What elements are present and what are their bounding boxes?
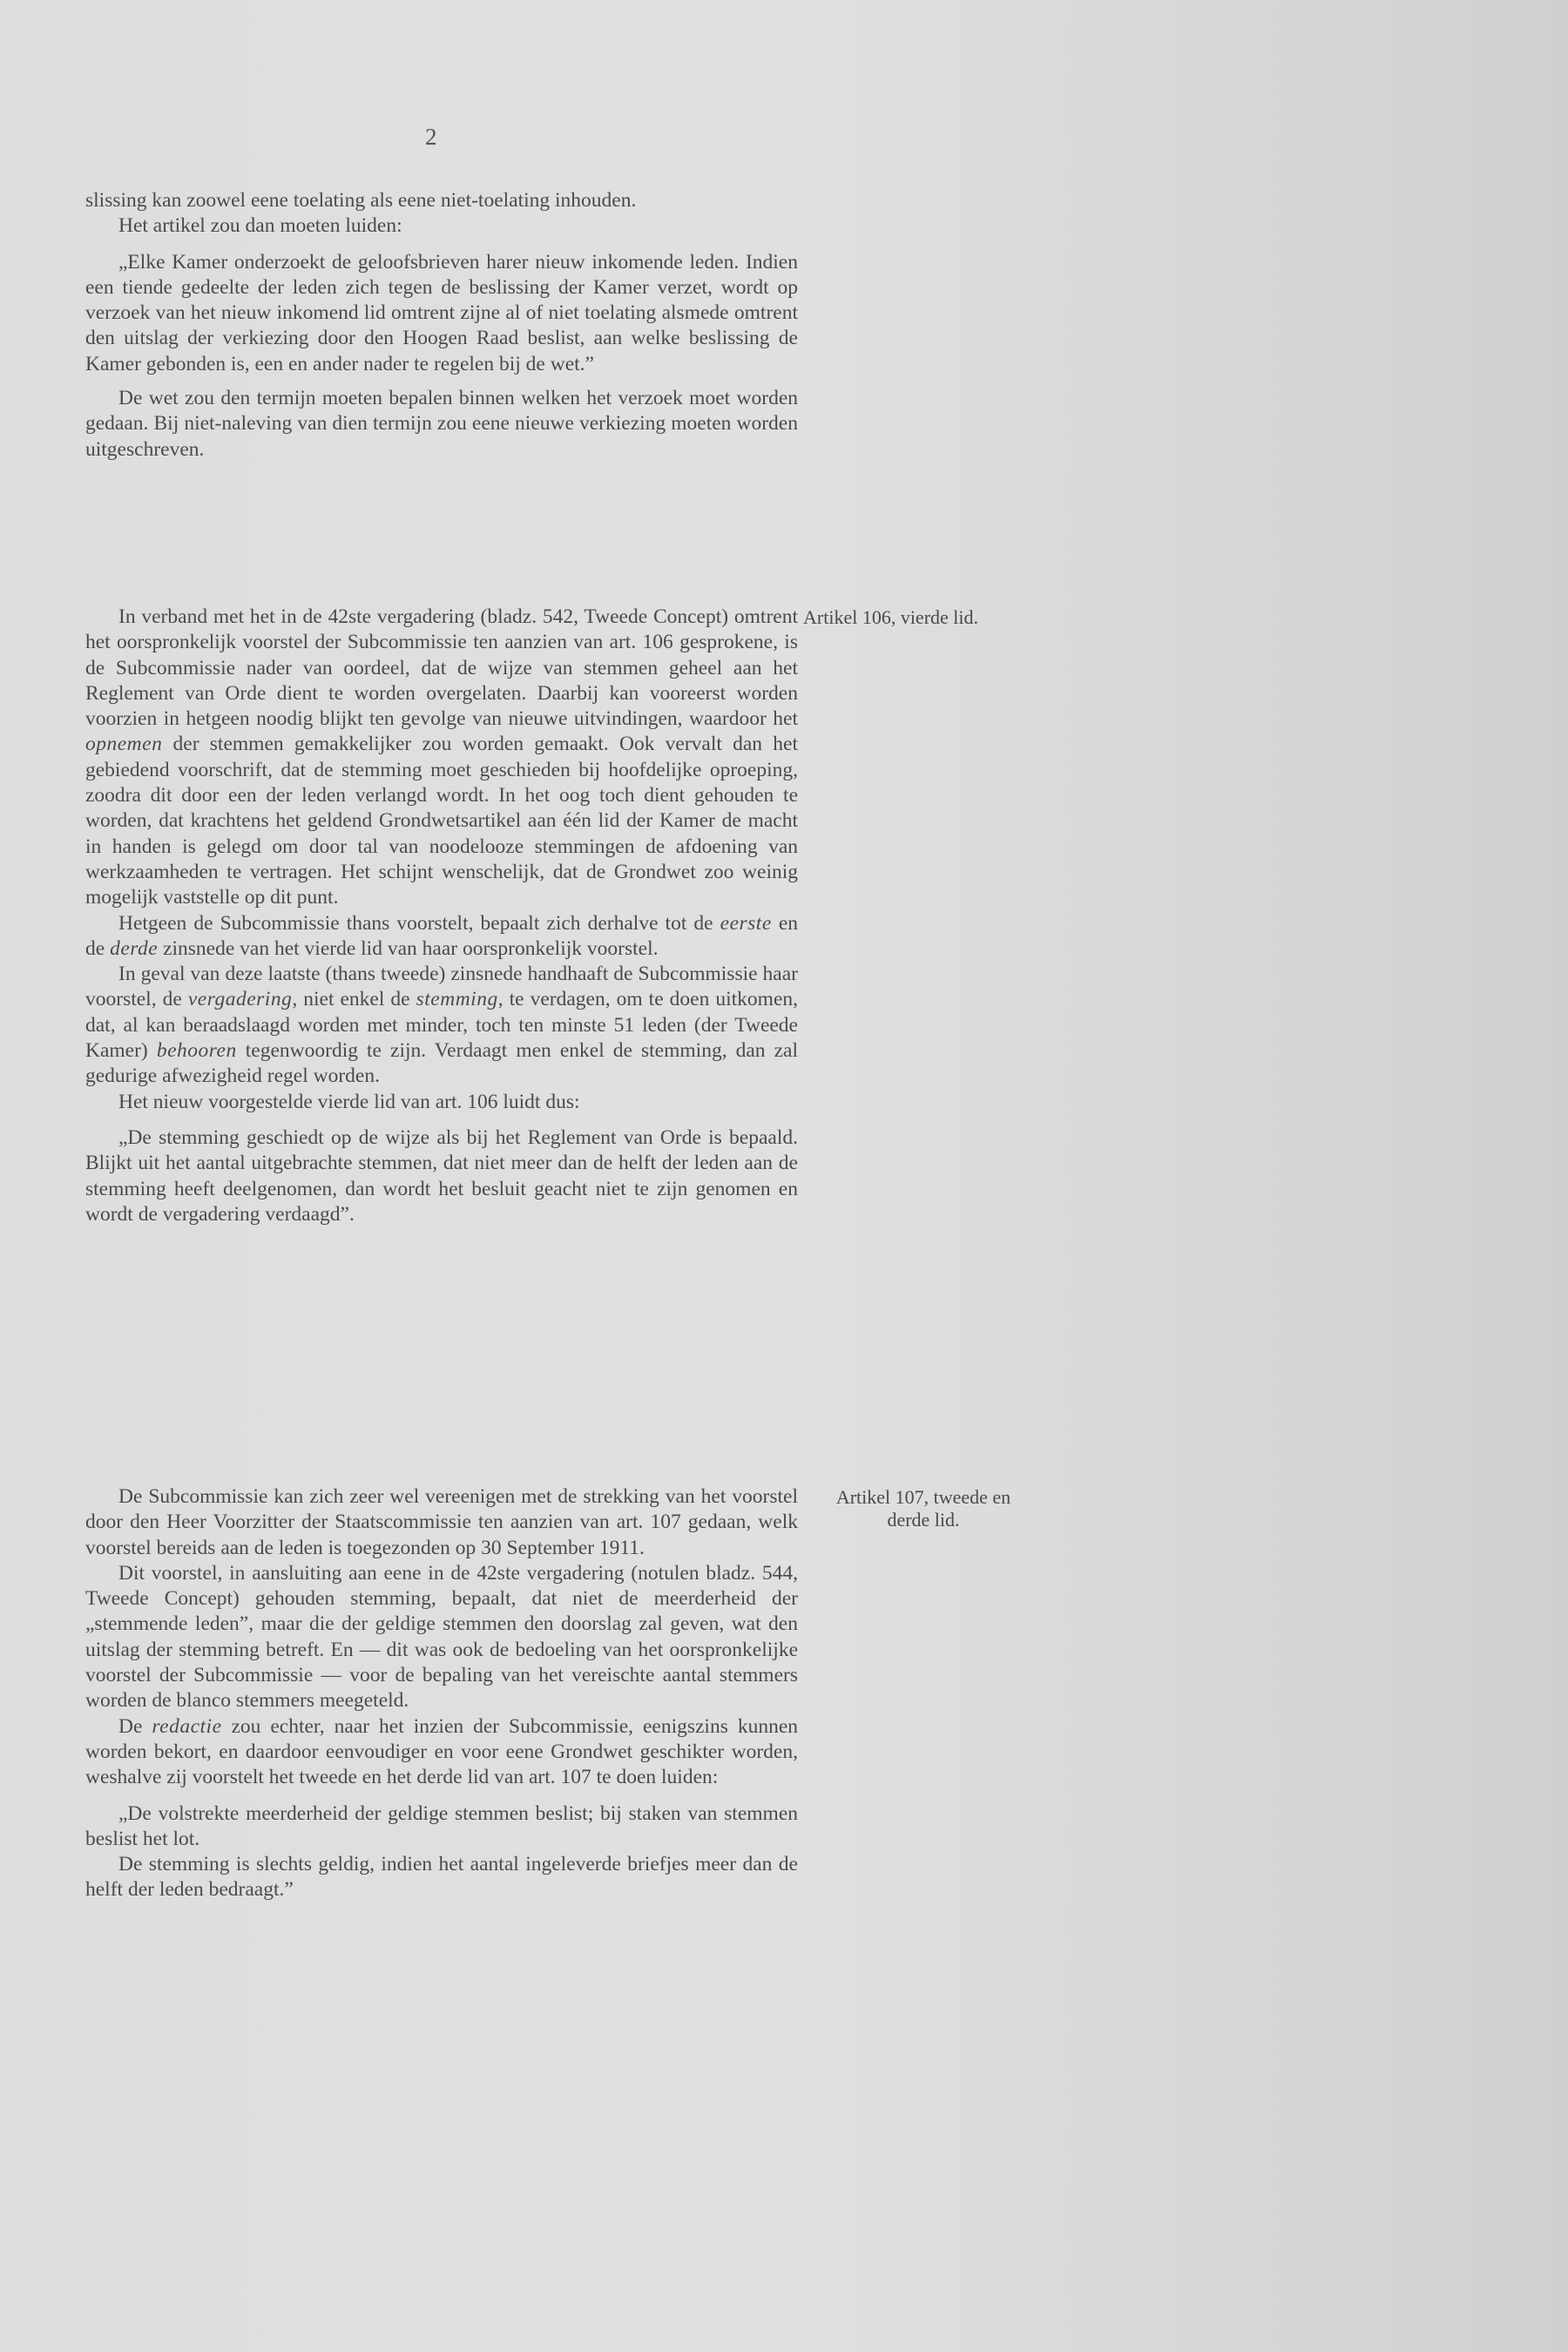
emphasis: eerste bbox=[720, 911, 772, 935]
paragraph: De redactie zou echter, naar het inzien der Subcommissie, eenigszins kunnen worden bekort, en daardoor eenvoudiger en voor eene Grondwet geschikter worden, weshalve zij voorstelt het tweede en het derde lid van art. 107 te doen luiden: bbox=[85, 1714, 798, 1789]
paragraph: Hetgeen de Subcommissie thans voorstelt, bepaalt zich derhalve tot de eerste en de derde zinsnede van het vierde lid van haar oorspronkelijk voorstel. bbox=[85, 911, 798, 960]
margin-note-article-106: Artikel 106, vierde lid. bbox=[803, 606, 979, 628]
paragraph: Het artikel zou dan moeten luiden: bbox=[118, 214, 402, 238]
emphasis: redactie bbox=[152, 1714, 222, 1738]
paragraph: Het nieuw voorgestelde vierde lid van art. 106 luidt dus: bbox=[118, 1090, 580, 1113]
text-block-1 bbox=[85, 188, 798, 463]
emphasis: derde bbox=[110, 936, 159, 960]
paragraph: In verband met het in de 42ste vergadering (bladz. 542, Tweede Concept) omtrent het oorspronkelijk voorstel der Subcommissie ten aanzien van art. 106 gesprokene, is de Subcommissie nader van oordeel, dat de wijze van stemmen geheel aan het Reglement van Orde dient te worden overgelaten. Daarbij kan vooreerst worden voorzien in hetgeen noodig blijkt ten gevolge van nieuwe uitvindingen, waardoor het opnemen der stemmen gemakkelijker zou worden gemaakt. Ook vervalt dan het gebiedend voorschrift, dat de stemming moet geschieden bij hoofdelijke oproeping, zoodra dit door een der leden verlangd wordt. In het oog toch dient gehouden te worden, dat krachtens het geldend Grondwetsartikel aan één lid der Kamer de macht in handen is gelegd om door tal van noodelooze stemmingen de afdoening van werkzaamheden te vertragen. Het schijnt wenschelijk, dat de Grondwet zoo weinig mogelijk vaststelle op dit punt. bbox=[85, 605, 798, 909]
quoted-article: „De volstrekte meerderheid der geldige stemmen beslist; bij staken van stemmen beslist het lot. bbox=[85, 1801, 798, 1850]
paragraph: slissing kan zoowel eene toelating als eene niet-toelating inhouden. bbox=[85, 189, 637, 212]
quoted-article: De stemming is slechts geldig, indien het aantal ingeleverde briefjes meer dan de helft der leden bedraagt.” bbox=[85, 1853, 798, 1902]
paragraph: In geval van deze laatste (thans tweede) zinsnede handhaaft de Subcommissie haar voorstel, de vergadering, niet enkel de stemming, te verdagen, om te doen uitkomen, dat, al kan beraadslaagd worden met minder, toch ten minste 51 leden (der Tweede Kamer) behooren tegenwoordig te zijn. Verdaagt men enkel de stemming, dan zal gedurige afwezigheid regel worden. bbox=[85, 963, 799, 1088]
emphasis: vergadering bbox=[187, 988, 293, 1011]
margin-note-article-107: Artikel 107, tweede en derde lid. bbox=[835, 1486, 1011, 1531]
text-block-3 bbox=[85, 1484, 798, 1903]
quoted-article: „De stemming geschiedt op de wijze als bij het Reglement van Orde is bepaald. Blijkt uit het aantal uitgebrachte stemmen, dat niet meer dan de helft der leden aan de stemming heeft deelgenomen, dan wordt het besluit geacht niet te zijn genomen en wordt de vergadering verdaagd”. bbox=[85, 1125, 798, 1226]
emphasis: stemming bbox=[416, 988, 498, 1011]
text-block-2 bbox=[85, 605, 798, 1227]
emphasis: behooren bbox=[156, 1039, 237, 1063]
paragraph: De Subcommissie kan zich zeer wel vereenigen met de strekking van het voorstel door den Heer Voorzitter der Staatscommissie ten aanzien van art. 107 gedaan, welk voorstel bereids aan de leden is toegezonden op 30 September 1911. bbox=[85, 1485, 798, 1559]
paragraph: Dit voorstel, in aansluiting aan eene in de 42ste vergadering (notulen bladz. 544, Tweede Concept) gehouden stemming, bepaalt, dat niet de meerderheid der „stemmende leden”, maar die der geldige stemmen den doorslag zal geven, wat den uitslag der stemming betreft. En — dit was ook de bedoeling van het oorspronkelijke voorstel der Subcommissie — voor de bepaling van het vereischte aantal stemmers worden de blanco stemmers meegeteld. bbox=[85, 1561, 798, 1713]
paragraph: De wet zou den termijn moeten bepalen binnen welken het verzoek moet worden gedaan. Bij niet-naleving van dien termijn zou eene nieuwe verkiezing moeten worden uitgeschreven. bbox=[85, 387, 798, 461]
page-number: 2 bbox=[425, 124, 437, 150]
emphasis: opnemen bbox=[85, 733, 163, 756]
quoted-article: „Elke Kamer onderzoekt de geloofsbrieven harer nieuw inkomende leden. Indien een tiende gedeelte der leden zich tegen de beslissing der Kamer verzet, wordt op verzoek van het nieuw inkomend lid omtrent zijne al of niet toelating alsmede omtrent den uitslag der verkiezing door den Hoogen Raad beslist, aan welke beslissing de Kamer gebonden is, een en ander nader te regelen bij de wet.” bbox=[85, 250, 798, 375]
